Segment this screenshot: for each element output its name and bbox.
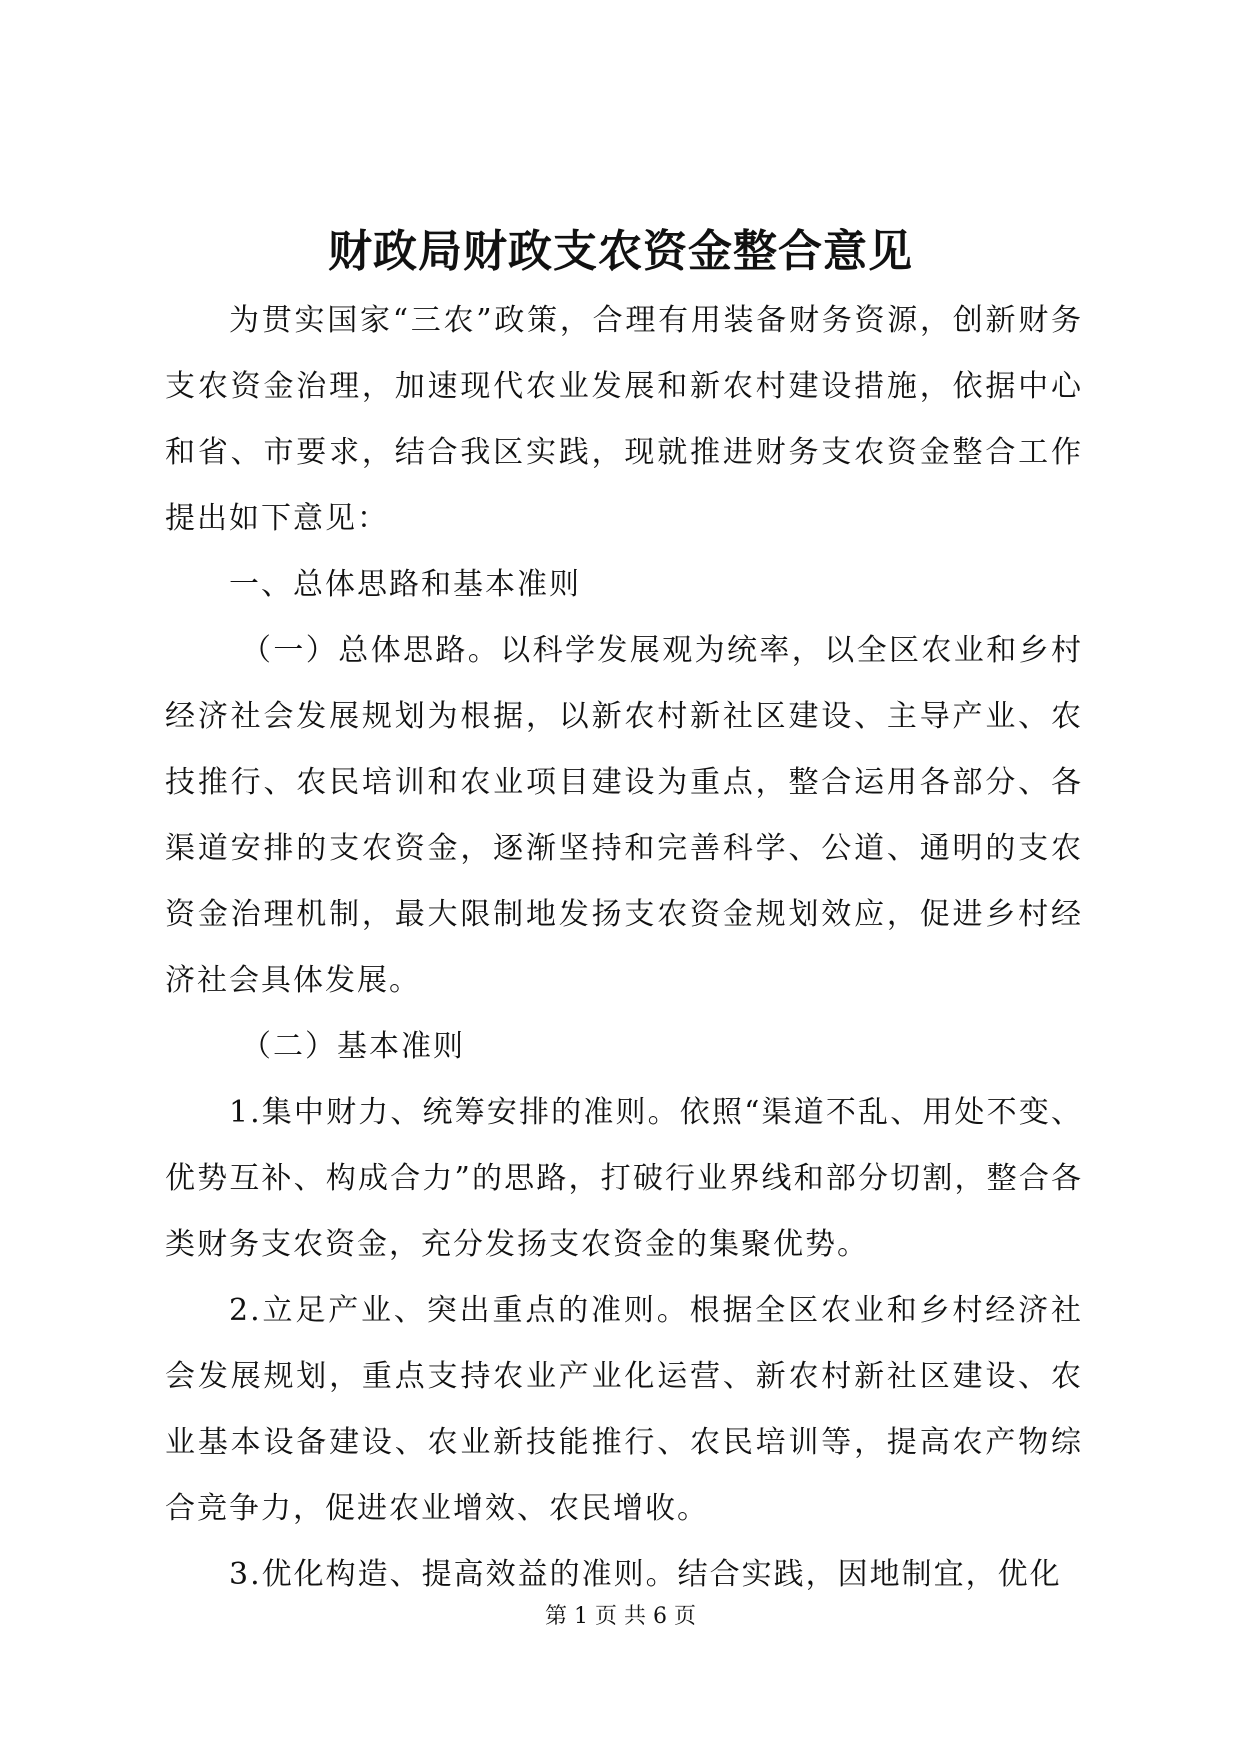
document-body	[165, 288, 1083, 1608]
overall-approach-paragraph: （一）总体思路。以科学发展观为统率，以全区农业和乡村经济社会发展规划为根据，以新农村新社区建设、主导产业、农技推行、农民培训和农业项目建设为重点，整合运用各部分、各渠道安排的支农资金，逐渐坚持和完善科学、公道、通明的支农资金治理机制，最大限制地发扬支农资金规划效应，促进乡村经济社会具体发展。	[165, 633, 1083, 998]
document-title: 财政局财政支农资金整合意见	[328, 226, 913, 277]
intro-paragraph: 为贯实国家“三农”政策，合理有用装备财务资源，创新财务支农资金治理，加速现代农业发展和新农村建设措施，依据中心和省、市要求，结合我区实践，现就推进财务支农资金整合工作提出如下意见：	[165, 303, 1083, 536]
principle-1-paragraph: 1.集中财力、统筹安排的准则。依照“渠道不乱、用处不变、优势互补、构成合力”的思路，打破行业界线和部分切割，整合各类财务支农资金，充分发扬支农资金的集聚优势。	[165, 1095, 1083, 1262]
principle-3-paragraph: 3.优化构造、提高效益的准则。结合实践，因地制宜，优化	[229, 1557, 1062, 1592]
page-number-footer: 第 1 页 共 6 页	[545, 1604, 696, 1629]
principle-2-paragraph: 2.立足产业、突出重点的准则。根据全区农业和乡村经济社会发展规划，重点支持农业产业化运营、新农村新社区建设、农业基本设备建设、农业新技能推行、农民培训等，提高农产物综合竞争力，促进农业增效、农民增收。	[165, 1293, 1083, 1526]
subsection-heading-basic-principles: （二）基本准则	[241, 1029, 465, 1064]
section-heading-1: 一、总体思路和基本准则	[229, 567, 581, 602]
